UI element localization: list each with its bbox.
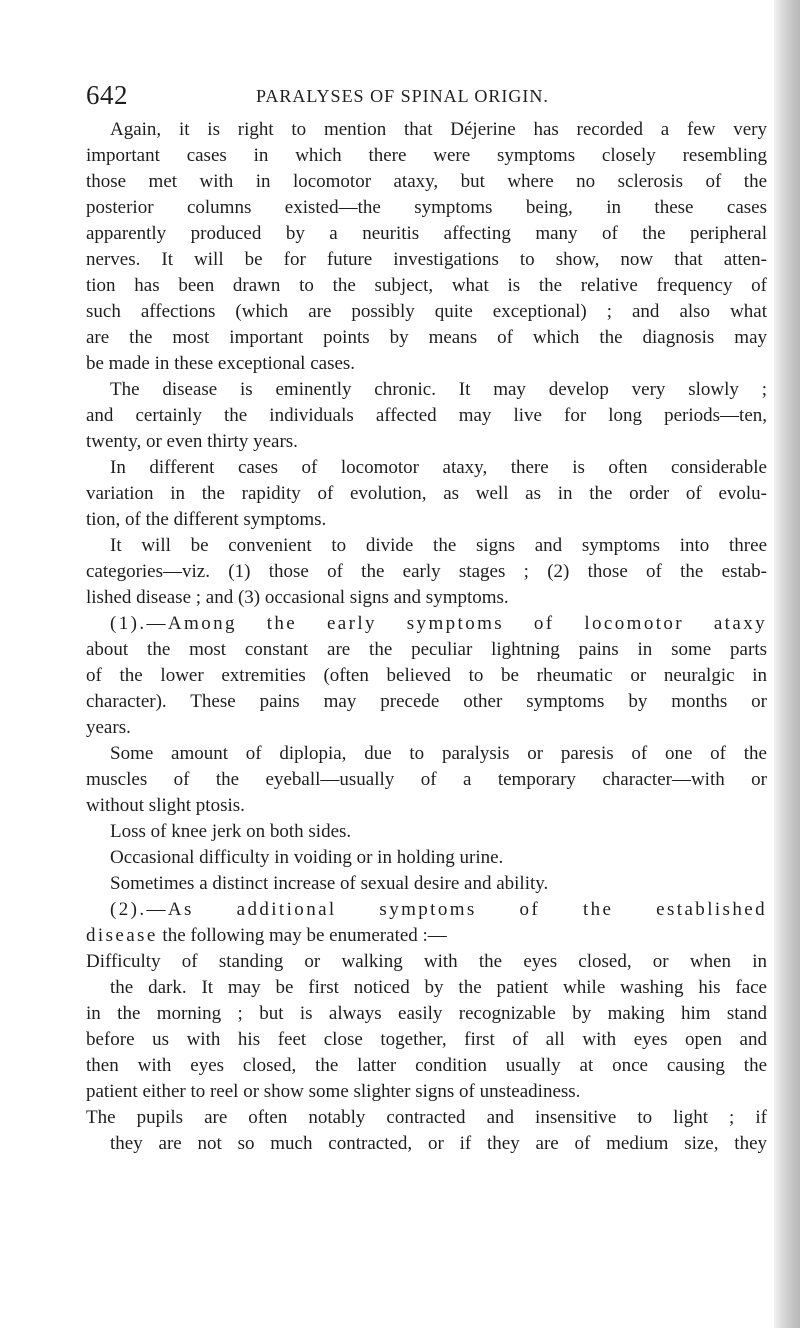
text-line: before us with his feet close together, first of all with eyes open and <box>86 1029 767 1050</box>
text-line: posterior columns existed—the symptoms being, in these cases <box>86 197 767 218</box>
text-line: Again, it is right to mention that Déjerine has recorded a few very <box>110 119 767 140</box>
text-line: character). These pains may precede other symptoms by months or <box>86 691 767 712</box>
text-line: Difficulty of standing or walking with the eyes closed, or when in <box>86 951 767 972</box>
text-line: apparently produced by a neuritis affecting many of the peripheral <box>86 223 767 244</box>
text-line: twenty, or even thirty years. <box>86 431 298 452</box>
page-edge-shadow <box>774 0 800 1328</box>
text-line: The disease is eminently chronic. It may develop very slowly ; <box>110 379 767 400</box>
text-line: they are not so much contracted, or if they are of medium size, they <box>110 1133 767 1154</box>
text-line: those met with in locomotor ataxy, but where no sclerosis of the <box>86 171 767 192</box>
text-line: then with eyes closed, the latter condition usually at once causing the <box>86 1055 767 1076</box>
text-line: In different cases of locomotor ataxy, there is often considerable <box>110 457 767 478</box>
page-number: 642 <box>86 80 128 110</box>
text-line: the dark. It may be first noticed by the patient while washing his face <box>110 977 767 998</box>
text-line: Loss of knee jerk on both sides. <box>110 821 352 842</box>
text-line: without slight ptosis. <box>86 795 245 816</box>
text-line: are the most important points by means of which the diagnosis may <box>86 327 767 348</box>
text-line: Some amount of diplopia, due to paralysis or paresis of one of the <box>110 743 767 764</box>
text-line: variation in the rapidity of evolution, as well as in the order of evolu- <box>86 483 767 504</box>
running-head: PARALYSES OF SPINAL ORIGIN. <box>256 86 549 106</box>
text-fragment: the following may be enumerated :— <box>162 925 447 946</box>
text-line: (2).—As additional symptoms of the established <box>110 899 767 920</box>
text-line: (1).—Among the early symptoms of locomotor ataxy <box>110 613 767 634</box>
text-line: tion, of the different symptoms. <box>86 509 327 530</box>
text-line: lished disease ; and (3) occasional signs and symptoms. <box>86 587 509 608</box>
text-line: tion has been drawn to the subject, what is the relative frequency of <box>86 275 767 296</box>
spaced-word: disease <box>86 925 158 946</box>
text-line: muscles of the eyeball—usually of a temporary character—with or <box>86 769 767 790</box>
text-line <box>86 923 767 949</box>
text-line: It will be convenient to divide the signs and symptoms into three <box>110 535 767 556</box>
text-line: about the most constant are the peculiar lightning pains in some parts <box>86 639 767 660</box>
text-line: be made in these exceptional cases. <box>86 353 356 374</box>
page-header <box>86 78 766 118</box>
text-line: such affections (which are possibly quite exceptional) ; and also what <box>86 301 767 322</box>
body-text <box>86 117 767 1157</box>
text-line: Sometimes a distinct increase of sexual desire and ability. <box>110 873 549 894</box>
text-line: important cases in which there were symptoms closely resembling <box>86 145 767 166</box>
text-line: and certainly the individuals affected may live for long periods—ten, <box>86 405 767 426</box>
text-line: in the morning ; but is always easily recognizable by making him stand <box>86 1003 767 1024</box>
text-line: of the lower extremities (often believed to be rheumatic or neuralgic in <box>86 665 767 686</box>
text-line: The pupils are often notably contracted and insensitive to light ; if <box>86 1107 767 1128</box>
text-line: patient either to reel or show some slighter signs of unsteadiness. <box>86 1081 581 1102</box>
text-line: years. <box>86 717 131 738</box>
text-line: Occasional difficulty in voiding or in holding urine. <box>110 847 504 868</box>
text-line: categories—viz. (1) those of the early stages ; (2) those of the estab- <box>86 561 767 582</box>
text-line: nerves. It will be for future investigations to show, now that atten- <box>86 249 767 270</box>
